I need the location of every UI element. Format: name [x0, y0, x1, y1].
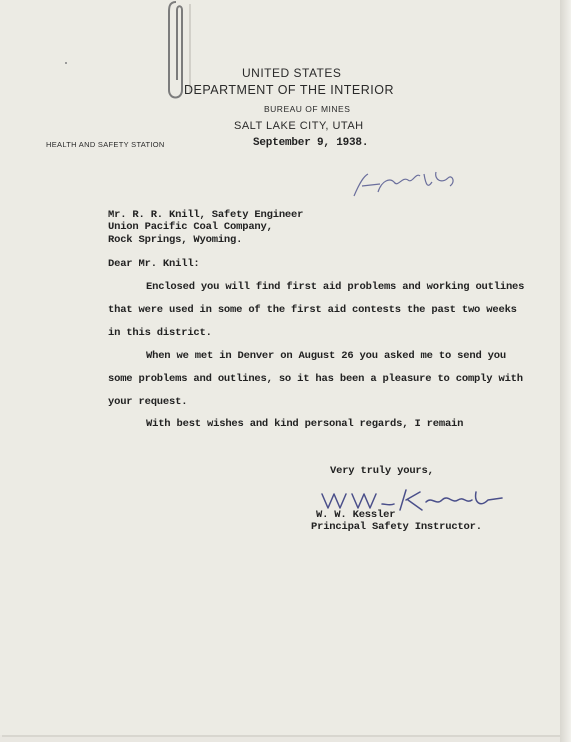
letterhead-station: HEALTH AND SAFETY STATION	[46, 140, 165, 149]
closing: Very truly yours,	[330, 465, 434, 477]
signer-title: Principal Safety Instructor.	[311, 521, 482, 533]
body-paragraph-1-line-1: Enclosed you will find first aid problems and working outlines	[146, 281, 525, 293]
body-paragraph-2-line-3: your request.	[108, 396, 188, 408]
salutation: Dear Mr. Knill:	[108, 258, 200, 270]
paper-speck	[65, 62, 67, 64]
letterhead-country: UNITED STATES	[242, 66, 342, 80]
letterhead-bureau: BUREAU OF MINES	[264, 104, 351, 114]
handwritten-signature-icon	[316, 482, 506, 512]
body-paragraph-1-line-2: that were used in some of the first aid contests the past two weeks	[108, 304, 517, 316]
letterhead-department: DEPARTMENT OF THE INTERIOR	[184, 83, 395, 97]
recipient-line-3: Rock Springs, Wyoming.	[108, 234, 243, 246]
body-paragraph-3: With best wishes and kind personal regards, I remain	[146, 418, 464, 430]
letter-date: September 9, 1938.	[253, 137, 369, 149]
handwritten-file-note-icon	[350, 162, 460, 204]
recipient-line-2: Union Pacific Coal Company,	[108, 221, 273, 233]
recipient-line-1: Mr. R. R. Knill, Safety Engineer	[108, 209, 304, 221]
page-edge	[560, 0, 571, 742]
letterhead-city: SALT LAKE CITY, UTAH	[234, 120, 364, 132]
body-paragraph-2-line-1: When we met in Denver on August 26 you asked me to send you	[146, 350, 506, 362]
signer-name: W. W. Kessler	[316, 509, 396, 521]
body-paragraph-1-line-3: in this district.	[108, 327, 212, 339]
body-paragraph-2-line-2: some problems and outlines, so it has been a pleasure to comply with	[108, 373, 523, 385]
